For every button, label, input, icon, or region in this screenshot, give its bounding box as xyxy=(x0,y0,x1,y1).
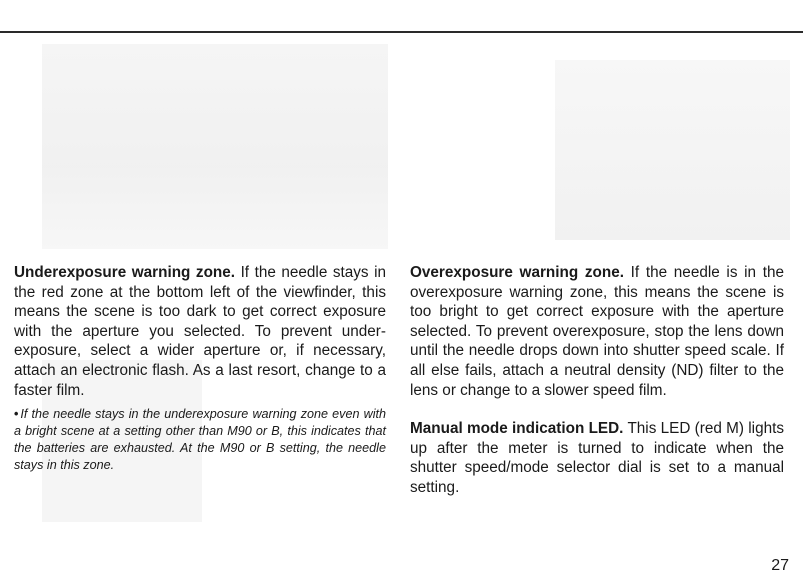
underexposure-heading: Underexposure warning zone. xyxy=(14,264,236,281)
header-rule xyxy=(0,31,803,33)
underexposure-body: If the needle stays in the red zone at the bottom left of the viewfinder, this means the scene is too dark to get correct exposure with the aperture you selected. To prevent under-exposure, select a wider aperture or, if necessary, attach an electronic flash. As a last resort, change to a faster film. xyxy=(14,264,387,399)
battery-note xyxy=(14,406,386,474)
overexposure-paragraph xyxy=(410,263,784,400)
manual-led-heading: Manual mode indication LED. xyxy=(410,420,624,438)
bullet-icon: • xyxy=(14,407,19,422)
overexposure-heading: Overexposure warning zone. xyxy=(410,264,624,281)
bleed-through-photo-right xyxy=(555,60,790,240)
overexposure-body: If the needle is in the overexposure warning zone, this means the scene is too bright to get correct exposure with the aperture selected. To prevent overexposure, stop the lens down until the needle drops down into shutter speed scale. If all else fails, attach a neutral density (ND) filter to the lens or change to a slower speed film. xyxy=(410,264,784,399)
page-number: 27 xyxy=(771,557,789,574)
underexposure-paragraph xyxy=(14,263,386,400)
left-column xyxy=(14,263,386,474)
manual-led-paragraph xyxy=(410,419,784,497)
battery-note-text: If the needle stays in the underexposure warning zone even with a bright scene at a setting other than M90 or B, this indicates that the batteries are exhausted. At the M90 or B setting, the needle stays in this zone. xyxy=(14,407,386,473)
right-column xyxy=(410,263,784,498)
manual-led-body: This LED (red M) lights up after the meter is turned to indicate when the shutter speed/mode selector dial is set to a manual setting. xyxy=(410,420,784,496)
bleed-through-photo-left xyxy=(42,44,388,249)
